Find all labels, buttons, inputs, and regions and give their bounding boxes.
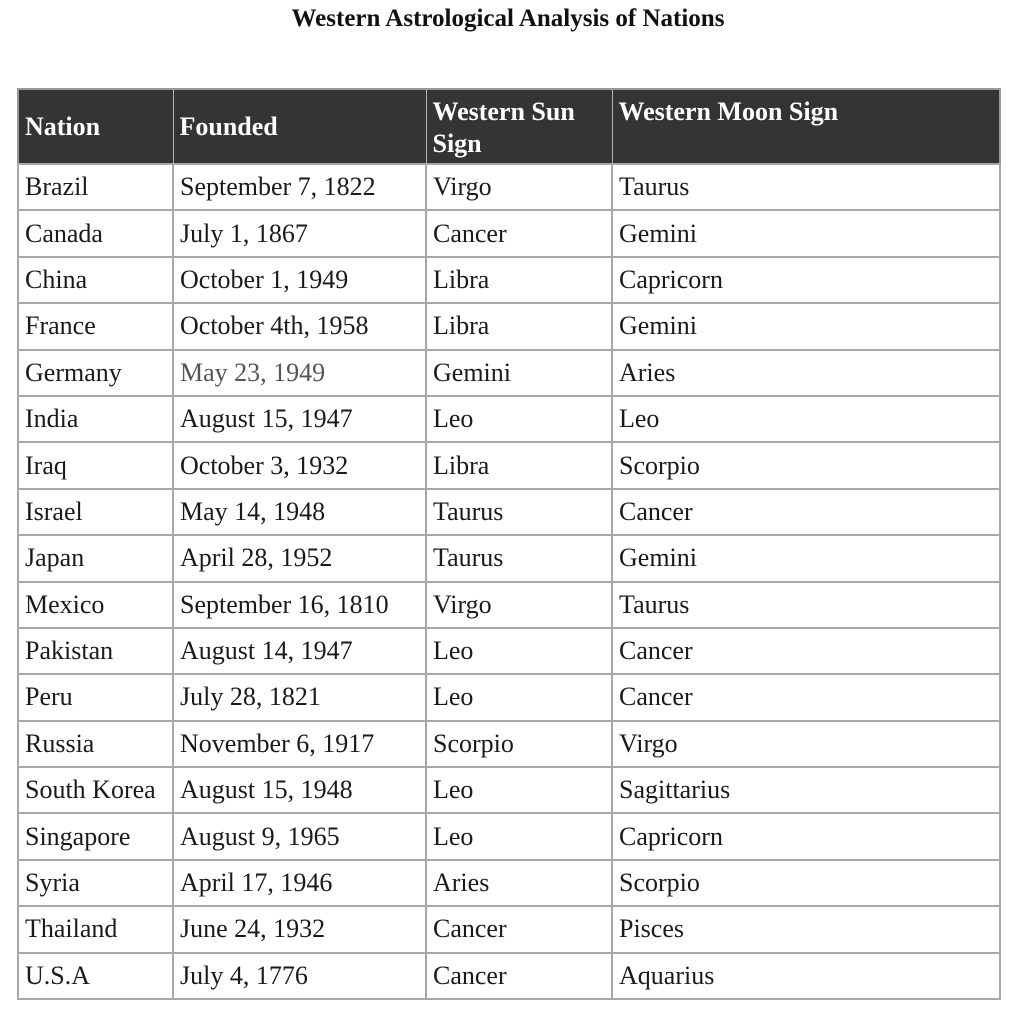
nation-cell: Thailand [18,906,173,952]
moon-sign-cell: Cancer [612,674,1000,720]
moon-sign-cell: Taurus [612,582,1000,628]
moon-sign-cell: Scorpio [612,860,1000,906]
nation-cell: Syria [18,860,173,906]
sun-sign-cell: Leo [426,767,612,813]
nation-cell: Brazil [18,164,173,210]
table-row [18,350,1000,396]
table-header-row [18,89,1000,164]
founded-cell: April 28, 1952 [173,535,426,581]
table-body [18,164,1000,999]
founded-cell: August 14, 1947 [173,628,426,674]
sun-sign-cell: Aries [426,860,612,906]
sun-sign-cell: Cancer [426,906,612,952]
table-row [18,860,1000,906]
moon-sign-cell: Sagittarius [612,767,1000,813]
nation-cell: Japan [18,535,173,581]
moon-sign-cell: Capricorn [612,257,1000,303]
nation-cell: U.S.A [18,953,173,999]
nation-cell: Israel [18,489,173,535]
founded-cell: July 1, 1867 [173,210,426,256]
nation-cell: Iraq [18,442,173,488]
table-row [18,674,1000,720]
table-row [18,813,1000,859]
moon-sign-cell: Gemini [612,535,1000,581]
founded-cell: August 15, 1948 [173,767,426,813]
founded-cell: July 4, 1776 [173,953,426,999]
founded-cell: September 16, 1810 [173,582,426,628]
sun-sign-cell: Leo [426,396,612,442]
sun-sign-cell: Taurus [426,489,612,535]
table-row [18,257,1000,303]
founded-cell: April 17, 1946 [173,860,426,906]
sun-sign-cell: Leo [426,674,612,720]
moon-sign-cell: Aquarius [612,953,1000,999]
nation-cell: India [18,396,173,442]
founded-cell: August 15, 1947 [173,396,426,442]
column-header-sun-sign: Western Sun Sign [426,89,612,164]
moon-sign-cell: Taurus [612,164,1000,210]
founded-cell: July 28, 1821 [173,674,426,720]
sun-sign-cell: Libra [426,303,612,349]
sun-sign-cell: Leo [426,813,612,859]
table-row [18,721,1000,767]
sun-sign-cell: Leo [426,628,612,674]
table-row [18,906,1000,952]
moon-sign-cell: Gemini [612,303,1000,349]
nation-cell: Peru [18,674,173,720]
sun-sign-cell: Scorpio [426,721,612,767]
moon-sign-cell: Leo [612,396,1000,442]
moon-sign-cell: Pisces [612,906,1000,952]
nation-cell: Pakistan [18,628,173,674]
table-row [18,164,1000,210]
table-row [18,303,1000,349]
moon-sign-cell: Gemini [612,210,1000,256]
moon-sign-cell: Cancer [612,628,1000,674]
table-row [18,535,1000,581]
table-row [18,489,1000,535]
founded-cell: June 24, 1932 [173,906,426,952]
table-row [18,582,1000,628]
document-title: Western Astrological Analysis of Nations [291,5,725,32]
nations-table [17,88,1001,1000]
table-row [18,953,1000,999]
column-header-founded: Founded [173,89,426,164]
sun-sign-cell: Libra [426,257,612,303]
table-row [18,628,1000,674]
moon-sign-cell: Virgo [612,721,1000,767]
moon-sign-cell: Aries [612,350,1000,396]
table-row [18,396,1000,442]
moon-sign-cell: Cancer [612,489,1000,535]
founded-cell: October 3, 1932 [173,442,426,488]
nation-cell: Singapore [18,813,173,859]
nation-cell: Germany [18,350,173,396]
table-row [18,442,1000,488]
sun-sign-cell: Cancer [426,210,612,256]
table-row [18,767,1000,813]
sun-sign-cell: Cancer [426,953,612,999]
table-row [18,210,1000,256]
sun-sign-cell: Virgo [426,164,612,210]
nation-cell: China [18,257,173,303]
column-header-nation: Nation [18,89,173,164]
founded-cell: September 7, 1822 [173,164,426,210]
founded-cell: May 23, 1949 [173,350,426,396]
nation-cell: Canada [18,210,173,256]
nation-cell: France [18,303,173,349]
nation-cell: Mexico [18,582,173,628]
founded-cell: October 4th, 1958 [173,303,426,349]
founded-cell: November 6, 1917 [173,721,426,767]
founded-cell: May 14, 1948 [173,489,426,535]
nation-cell: Russia [18,721,173,767]
founded-cell: August 9, 1965 [173,813,426,859]
moon-sign-cell: Capricorn [612,813,1000,859]
sun-sign-cell: Virgo [426,582,612,628]
column-header-moon-sign: Western Moon Sign [612,89,1000,164]
nation-cell: South Korea [18,767,173,813]
sun-sign-cell: Taurus [426,535,612,581]
founded-cell: October 1, 1949 [173,257,426,303]
moon-sign-cell: Scorpio [612,442,1000,488]
sun-sign-cell: Gemini [426,350,612,396]
sun-sign-cell: Libra [426,442,612,488]
